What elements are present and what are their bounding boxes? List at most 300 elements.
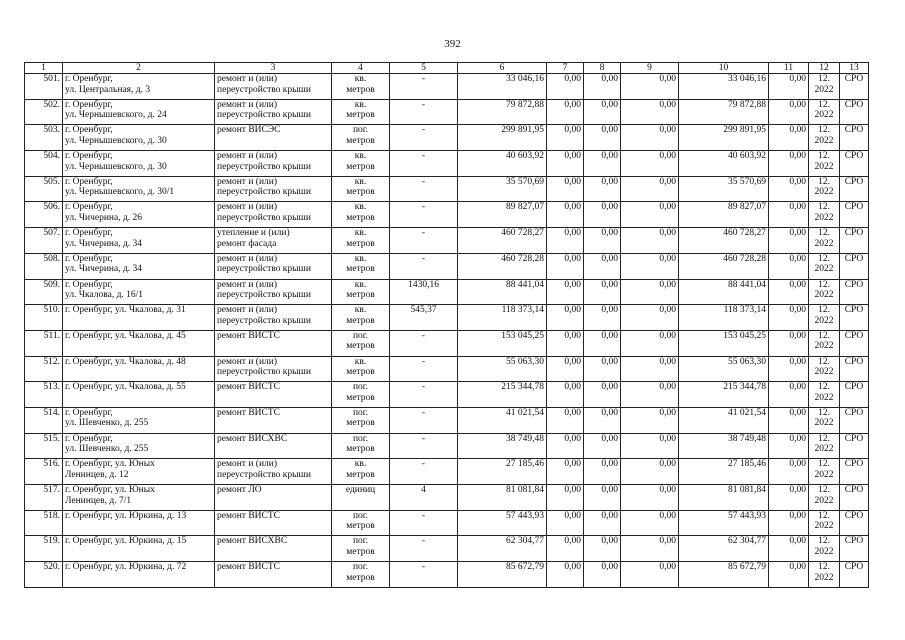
- work-type-cell: [215, 433, 332, 459]
- unit-cell-line: метров: [346, 444, 375, 455]
- value-cell: 0,00: [621, 485, 679, 511]
- method-cell: СРО: [840, 125, 869, 151]
- table-row: [25, 382, 869, 408]
- volume-cell: -: [390, 74, 458, 100]
- unit-cell-line: кв.: [354, 279, 367, 290]
- address-cell-line: ул. Чичерина, д. 34: [65, 238, 143, 249]
- work-type-cell-line: ремонт ВИСТС: [217, 407, 281, 418]
- volume-cell: -: [390, 356, 458, 382]
- address-cell-line: Ленинцев, д. 7/1: [65, 495, 132, 506]
- deadline-cell-line: 12.: [818, 485, 830, 495]
- unit-cell-line: кв.: [354, 151, 367, 162]
- work-type-cell: [215, 485, 332, 511]
- row-number: 501.: [25, 74, 63, 100]
- address-cell-line: г. Оренбург, ул. Чкалова, д. 45: [65, 330, 186, 341]
- value-cell: 0,00: [621, 305, 679, 331]
- column-header: 2: [63, 63, 215, 74]
- address-cell-line: г. Оренбург,: [65, 433, 113, 444]
- regional-fund-cell: 41 021,54: [679, 407, 769, 433]
- deadline-cell-line: 12.: [818, 99, 830, 110]
- unit-cell: [332, 176, 390, 202]
- address-cell-line: г. Оренбург,: [65, 202, 113, 213]
- unit-cell-line: кв.: [354, 202, 367, 213]
- deadline-cell-line: 2022: [814, 161, 834, 172]
- work-type-cell: [215, 202, 332, 228]
- work-type-cell-line: ремонт и (или): [217, 253, 278, 264]
- page-number: 392: [444, 38, 461, 50]
- work-type-cell-line: переустройство крыши: [217, 187, 311, 198]
- deadline-cell-line: 2022: [814, 546, 834, 557]
- value-cell: 0,00: [769, 485, 809, 511]
- unit-cell: [332, 407, 390, 433]
- volume-cell: -: [390, 125, 458, 151]
- unit-cell: [332, 279, 390, 305]
- value-cell: 0,00: [621, 356, 679, 382]
- cost-cell: 55 063,30: [458, 356, 547, 382]
- deadline-cell-line: 12.: [818, 228, 830, 239]
- unit-cell-line: единиц: [345, 485, 376, 495]
- regional-fund-cell: 62 304,77: [679, 536, 769, 562]
- address-cell: [63, 228, 215, 254]
- work-type-cell-line: переустройство крыши: [217, 290, 311, 300]
- deadline-cell: [809, 176, 840, 202]
- regional-fund-cell: 215 344,78: [679, 382, 769, 408]
- column-header: 6: [458, 63, 547, 74]
- unit-cell: [332, 536, 390, 562]
- cost-cell: 38 749,48: [458, 433, 547, 459]
- value-cell: 0,00: [584, 562, 621, 588]
- value-cell: 0,00: [584, 407, 621, 433]
- value-cell: 0,00: [584, 279, 621, 305]
- deadline-cell: [809, 407, 840, 433]
- table-row: [25, 510, 869, 536]
- work-type-cell: [215, 176, 332, 202]
- row-number: 503.: [25, 125, 63, 151]
- value-cell: 0,00: [769, 356, 809, 382]
- regional-fund-cell: 35 570,69: [679, 176, 769, 202]
- address-cell-line: г. Оренбург,: [65, 151, 113, 162]
- unit-cell-line: метров: [346, 546, 375, 557]
- address-cell-line: ул. Чернышевского, д. 24: [65, 110, 167, 121]
- unit-cell: [332, 562, 390, 588]
- cost-cell: 460 728,28: [458, 253, 547, 279]
- work-type-cell-line: ремонт ВИСТС: [217, 382, 281, 393]
- deadline-cell-line: 2022: [814, 572, 834, 583]
- address-cell: [63, 305, 215, 331]
- work-type-cell-line: переустройство крыши: [217, 161, 311, 172]
- row-number: 514.: [25, 407, 63, 433]
- table-row: [25, 228, 869, 254]
- method-cell: СРО: [840, 228, 869, 254]
- unit-cell-line: пог.: [352, 510, 369, 521]
- row-number: 518.: [25, 510, 63, 536]
- method-cell: СРО: [840, 382, 869, 408]
- address-cell: [63, 356, 215, 382]
- column-header: 9: [621, 63, 679, 74]
- table-row: [25, 305, 869, 331]
- work-type-cell-line: переустройство крыши: [217, 264, 311, 275]
- deadline-cell: [809, 125, 840, 151]
- unit-cell: [332, 305, 390, 331]
- work-type-cell-line: ремонт и (или): [217, 74, 278, 84]
- value-cell: 0,00: [621, 330, 679, 356]
- deadline-cell-line: 2022: [814, 444, 834, 455]
- address-cell: [63, 99, 215, 125]
- row-number: 507.: [25, 228, 63, 254]
- column-header: 12: [809, 63, 840, 74]
- volume-cell: -: [390, 459, 458, 485]
- value-cell: 0,00: [584, 125, 621, 151]
- volume-cell: -: [390, 382, 458, 408]
- value-cell: 0,00: [621, 176, 679, 202]
- table-row: [25, 562, 869, 588]
- method-cell: СРО: [840, 407, 869, 433]
- method-cell: СРО: [840, 536, 869, 562]
- address-cell: [63, 202, 215, 228]
- address-cell-line: ул. Центральная, д. 3: [65, 84, 151, 95]
- unit-cell-line: пог.: [352, 433, 369, 444]
- cost-cell: 215 344,78: [458, 382, 547, 408]
- unit-cell-line: метров: [346, 187, 375, 198]
- address-cell-line: г. Оренбург,: [65, 228, 113, 239]
- cost-cell: 88 441,04: [458, 279, 547, 305]
- value-cell: 0,00: [547, 125, 584, 151]
- work-type-cell: [215, 99, 332, 125]
- volume-cell: 4: [390, 485, 458, 511]
- unit-cell-line: пог.: [352, 330, 369, 341]
- work-type-cell: [215, 510, 332, 536]
- value-cell: 0,00: [584, 228, 621, 254]
- work-type-cell: [215, 228, 332, 254]
- deadline-cell-line: 12.: [818, 536, 830, 547]
- unit-cell-line: кв.: [354, 99, 367, 110]
- unit-cell: [332, 433, 390, 459]
- address-cell-line: ул. Чкалова, д. 16/1: [65, 290, 144, 300]
- column-header: 8: [584, 63, 621, 74]
- method-cell: СРО: [840, 356, 869, 382]
- value-cell: 0,00: [621, 407, 679, 433]
- unit-cell-line: пог.: [352, 407, 369, 418]
- work-type-cell-line: ремонт ВИСХВС: [217, 433, 288, 444]
- address-cell-line: г. Оренбург,: [65, 253, 113, 264]
- value-cell: 0,00: [769, 253, 809, 279]
- repair-schedule-table: [24, 62, 869, 588]
- deadline-cell: [809, 202, 840, 228]
- volume-cell: -: [390, 99, 458, 125]
- column-header: 1: [25, 63, 63, 74]
- cost-cell: 62 304,77: [458, 536, 547, 562]
- cost-cell: 81 081,84: [458, 485, 547, 511]
- deadline-cell-line: 12.: [818, 151, 830, 162]
- column-header: 4: [332, 63, 390, 74]
- address-cell-line: г. Оренбург, ул. Чкалова, д. 48: [65, 356, 186, 367]
- unit-cell: [332, 228, 390, 254]
- unit-cell-line: метров: [346, 212, 375, 223]
- unit-cell: [332, 253, 390, 279]
- regional-fund-cell: 40 603,92: [679, 151, 769, 177]
- value-cell: 0,00: [547, 279, 584, 305]
- column-number-row: [25, 63, 869, 74]
- table-body: [25, 74, 869, 588]
- method-cell: СРО: [840, 433, 869, 459]
- column-header: 7: [547, 63, 584, 74]
- value-cell: 0,00: [769, 433, 809, 459]
- regional-fund-cell: 89 827,07: [679, 202, 769, 228]
- unit-cell: [332, 485, 390, 511]
- work-type-cell-line: переустройство крыши: [217, 367, 311, 378]
- value-cell: 0,00: [621, 74, 679, 100]
- deadline-cell-line: 12.: [818, 279, 830, 290]
- deadline-cell: [809, 151, 840, 177]
- work-type-cell-line: переустройство крыши: [217, 212, 311, 223]
- address-cell-line: ул. Шевченко, д. 255: [65, 418, 149, 429]
- address-cell-line: г. Оренбург,: [65, 99, 113, 110]
- volume-cell: -: [390, 536, 458, 562]
- volume-cell: -: [390, 176, 458, 202]
- value-cell: 0,00: [621, 459, 679, 485]
- address-cell-line: ул. Чичерина, д. 34: [65, 264, 143, 275]
- unit-cell-line: пог.: [352, 536, 369, 547]
- table-row: [25, 74, 869, 100]
- column-header: 10: [679, 63, 769, 74]
- unit-cell-line: метров: [346, 418, 375, 429]
- regional-fund-cell: 88 441,04: [679, 279, 769, 305]
- unit-cell: [332, 459, 390, 485]
- volume-cell: 545,37: [390, 305, 458, 331]
- unit-cell-line: кв.: [354, 356, 367, 367]
- deadline-cell-line: 2022: [814, 290, 834, 300]
- work-type-cell-line: ремонт фасада: [217, 238, 277, 249]
- deadline-cell: [809, 562, 840, 588]
- value-cell: 0,00: [621, 382, 679, 408]
- value-cell: 0,00: [547, 433, 584, 459]
- value-cell: 0,00: [547, 253, 584, 279]
- value-cell: 0,00: [584, 459, 621, 485]
- deadline-cell-line: 2022: [814, 187, 834, 198]
- value-cell: 0,00: [769, 99, 809, 125]
- row-number: 504.: [25, 151, 63, 177]
- address-cell: [63, 485, 215, 511]
- value-cell: 0,00: [547, 176, 584, 202]
- method-cell: СРО: [840, 99, 869, 125]
- row-number: 516.: [25, 459, 63, 485]
- method-cell: СРО: [840, 459, 869, 485]
- unit-cell-line: метров: [346, 392, 375, 403]
- unit-cell-line: метров: [346, 367, 375, 378]
- work-type-cell: [215, 562, 332, 588]
- cost-cell: 35 570,69: [458, 176, 547, 202]
- row-number: 513.: [25, 382, 63, 408]
- deadline-cell-line: 2022: [814, 84, 834, 95]
- deadline-cell-line: 12.: [818, 330, 830, 341]
- value-cell: 0,00: [769, 330, 809, 356]
- volume-cell: -: [390, 253, 458, 279]
- cost-cell: 89 827,07: [458, 202, 547, 228]
- work-type-cell-line: ремонт ЛО: [217, 485, 262, 495]
- work-type-cell: [215, 536, 332, 562]
- unit-cell-line: метров: [346, 572, 375, 583]
- volume-cell: -: [390, 228, 458, 254]
- value-cell: 0,00: [547, 356, 584, 382]
- value-cell: 0,00: [547, 99, 584, 125]
- method-cell: СРО: [840, 253, 869, 279]
- deadline-cell: [809, 433, 840, 459]
- value-cell: 0,00: [621, 510, 679, 536]
- deadline-cell-line: 12.: [818, 459, 830, 470]
- unit-cell-line: пог.: [352, 382, 369, 393]
- value-cell: 0,00: [769, 151, 809, 177]
- value-cell: 0,00: [769, 407, 809, 433]
- cost-cell: 27 185,46: [458, 459, 547, 485]
- unit-cell-line: пог.: [352, 562, 369, 573]
- deadline-cell-line: 2022: [814, 135, 834, 146]
- address-cell-line: ул. Чернышевского, д. 30: [65, 135, 167, 146]
- value-cell: 0,00: [584, 74, 621, 100]
- work-type-cell: [215, 74, 332, 100]
- value-cell: 0,00: [547, 330, 584, 356]
- row-number: 505.: [25, 176, 63, 202]
- address-cell-line: ул. Чернышевского, д. 30/1: [65, 187, 175, 198]
- work-type-cell-line: ремонт ВИСХВС: [217, 536, 288, 547]
- address-cell: [63, 407, 215, 433]
- work-type-cell-line: ремонт и (или): [217, 151, 278, 162]
- method-cell: СРО: [840, 176, 869, 202]
- deadline-cell-line: 2022: [814, 495, 834, 506]
- value-cell: 0,00: [769, 279, 809, 305]
- value-cell: 0,00: [769, 176, 809, 202]
- value-cell: 0,00: [621, 125, 679, 151]
- unit-cell-line: кв.: [354, 253, 367, 264]
- deadline-cell: [809, 536, 840, 562]
- deadline-cell-line: 12.: [818, 562, 830, 573]
- address-cell-line: г. Оренбург, ул. Чкалова, д. 55: [65, 382, 186, 393]
- value-cell: 0,00: [621, 279, 679, 305]
- row-number: 511.: [25, 330, 63, 356]
- address-cell-line: г. Оренбург,: [65, 407, 113, 418]
- row-number: 510.: [25, 305, 63, 331]
- table-row: [25, 279, 869, 305]
- value-cell: 0,00: [621, 536, 679, 562]
- row-number: 509.: [25, 279, 63, 305]
- work-type-cell: [215, 330, 332, 356]
- address-cell: [63, 459, 215, 485]
- volume-cell: -: [390, 562, 458, 588]
- address-cell: [63, 74, 215, 100]
- address-cell: [63, 279, 215, 305]
- address-cell: [63, 562, 215, 588]
- work-type-cell-line: переустройство крыши: [217, 84, 311, 95]
- table-row: [25, 176, 869, 202]
- deadline-cell-line: 12.: [818, 356, 830, 367]
- address-cell-line: Ленинцев, д. 12: [65, 469, 129, 480]
- table-row: [25, 459, 869, 485]
- value-cell: 0,00: [769, 202, 809, 228]
- deadline-cell-line: 2022: [814, 238, 834, 249]
- work-type-cell: [215, 459, 332, 485]
- value-cell: 0,00: [769, 562, 809, 588]
- cost-cell: 299 891,95: [458, 125, 547, 151]
- address-cell: [63, 510, 215, 536]
- address-cell-line: г. Оренбург, ул. Юных: [65, 485, 155, 495]
- deadline-cell-line: 2022: [814, 367, 834, 378]
- work-type-cell-line: ремонт ВИСЭС: [217, 125, 281, 136]
- work-type-cell-line: ремонт ВИСТС: [217, 330, 281, 341]
- cost-cell: 153 045,25: [458, 330, 547, 356]
- method-cell: СРО: [840, 279, 869, 305]
- value-cell: 0,00: [547, 305, 584, 331]
- value-cell: 0,00: [584, 510, 621, 536]
- unit-cell: [332, 125, 390, 151]
- address-cell-line: г. Оренбург,: [65, 125, 113, 136]
- value-cell: 0,00: [621, 228, 679, 254]
- unit-cell: [332, 202, 390, 228]
- regional-fund-cell: 38 749,48: [679, 433, 769, 459]
- row-number: 520.: [25, 562, 63, 588]
- cost-cell: 40 603,92: [458, 151, 547, 177]
- address-cell-line: г. Оренбург, ул. Юркина, д. 13: [65, 510, 187, 521]
- regional-fund-cell: 57 443,93: [679, 510, 769, 536]
- work-type-cell-line: ремонт и (или): [217, 305, 278, 316]
- cost-cell: 79 872,88: [458, 99, 547, 125]
- work-type-cell-line: переустройство крыши: [217, 315, 311, 326]
- value-cell: 0,00: [547, 562, 584, 588]
- work-type-cell: [215, 279, 332, 305]
- value-cell: 0,00: [621, 202, 679, 228]
- deadline-cell: [809, 382, 840, 408]
- deadline-cell: [809, 510, 840, 536]
- address-cell-line: г. Оренбург,: [65, 176, 113, 187]
- volume-cell: -: [390, 433, 458, 459]
- unit-cell-line: метров: [346, 521, 375, 532]
- regional-fund-cell: 81 081,84: [679, 485, 769, 511]
- deadline-cell: [809, 356, 840, 382]
- unit-cell-line: пог.: [352, 125, 369, 136]
- value-cell: 0,00: [547, 74, 584, 100]
- work-type-cell: [215, 253, 332, 279]
- work-type-cell: [215, 125, 332, 151]
- cost-cell: 33 046,16: [458, 74, 547, 100]
- unit-cell: [332, 151, 390, 177]
- volume-cell: -: [390, 330, 458, 356]
- table-row: [25, 485, 869, 511]
- value-cell: 0,00: [621, 151, 679, 177]
- deadline-cell: [809, 330, 840, 356]
- address-cell-line: ул. Шевченко, д. 255: [65, 444, 149, 455]
- method-cell: СРО: [840, 485, 869, 511]
- value-cell: 0,00: [547, 485, 584, 511]
- unit-cell: [332, 74, 390, 100]
- address-cell-line: г. Оренбург, ул. Юркина, д. 15: [65, 536, 187, 547]
- deadline-cell: [809, 279, 840, 305]
- method-cell: СРО: [840, 510, 869, 536]
- work-type-cell-line: ремонт и (или): [217, 279, 278, 290]
- deadline-cell-line: 2022: [814, 110, 834, 121]
- deadline-cell: [809, 99, 840, 125]
- deadline-cell: [809, 305, 840, 331]
- column-header: 3: [215, 63, 332, 74]
- deadline-cell: [809, 459, 840, 485]
- cost-cell: 460 728,27: [458, 228, 547, 254]
- work-type-cell-line: ремонт ВИСТС: [217, 510, 281, 521]
- value-cell: 0,00: [769, 125, 809, 151]
- value-cell: 0,00: [584, 330, 621, 356]
- deadline-cell-line: 2022: [814, 315, 834, 326]
- address-cell-line: ул. Чернышевского, д. 30: [65, 161, 167, 172]
- row-number: 519.: [25, 536, 63, 562]
- work-type-cell-line: ремонт и (или): [217, 356, 278, 367]
- work-type-cell-line: ремонт и (или): [217, 459, 278, 470]
- deadline-cell-line: 2022: [814, 341, 834, 352]
